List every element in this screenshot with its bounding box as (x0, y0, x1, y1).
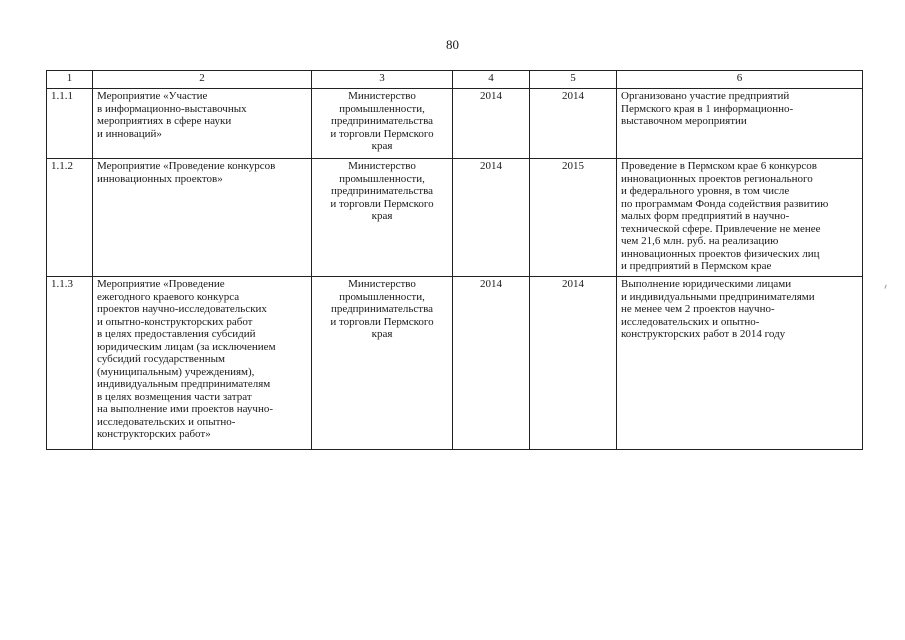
text-line: Министерство (348, 278, 416, 290)
header-row (47, 71, 863, 89)
column-header: 3 (312, 71, 453, 89)
text-line: Мероприятие «Участие (97, 90, 208, 102)
column-header: 1 (47, 71, 93, 89)
row-number: 1.1.3 (47, 277, 93, 450)
text-line: и инноваций» (97, 127, 162, 140)
column-header: 6 (617, 71, 863, 89)
text-line: и торговли Пермского (330, 127, 434, 140)
row-number: 1.1.1 (47, 89, 93, 159)
text-line: проектов научно-исследовательских (97, 303, 267, 315)
text-line: в целях предоставления субсидий (97, 328, 256, 340)
text-line: Мероприятие «Проведение (97, 278, 225, 290)
text-line: индивидуальным предпринимателям (97, 378, 271, 390)
text-line: выставочном мероприятии (621, 115, 747, 127)
column-header: 5 (530, 71, 617, 89)
text-line: инновационных проектов» (97, 172, 223, 185)
end-year-cell: 2014 (530, 89, 617, 159)
table-row (47, 277, 863, 450)
text-line: Пермского края в 1 информационно- (621, 102, 794, 115)
column-header: 2 (93, 71, 312, 89)
text-line: предпринимательства (330, 303, 434, 315)
table-row (47, 159, 863, 277)
text-line: субсидий государственным (97, 353, 225, 365)
text-line: на выполнение ими проектов научно- (97, 403, 273, 415)
text-line: по программам Фонда содействия развитию (621, 197, 829, 210)
text-line: предпринимательства (330, 115, 434, 127)
scan-artifact (884, 285, 888, 290)
text-line: края (371, 210, 393, 222)
text-line: не менее чем 2 проектов научно- (621, 303, 775, 315)
text-line: исследовательских и опытно- (621, 315, 760, 328)
result-cell (617, 159, 863, 277)
text-line: предпринимательства (330, 185, 434, 197)
row-number: 1.1.2 (47, 159, 93, 277)
text-line: края (371, 140, 393, 152)
text-line: мероприятиях в сфере науки (97, 115, 232, 127)
text-line: промышленности, (339, 290, 425, 303)
text-line: конструкторских работ в 2014 году (621, 328, 786, 340)
text-line: края (371, 328, 393, 340)
column-header: 4 (453, 71, 530, 89)
text-line: юридическим лицам (за исключением (97, 340, 276, 353)
text-line: и опытно-конструкторских работ (97, 315, 253, 328)
text-line: и торговли Пермского (330, 197, 434, 210)
result-cell (617, 89, 863, 159)
text-line: Мероприятие «Проведение конкурсов (97, 160, 276, 172)
text-line: промышленности, (339, 102, 425, 115)
text-line: и индивидуальными предпринимателями (621, 290, 815, 303)
page-number: 80 (446, 37, 459, 52)
text-line: Проведение в Пермском крае 6 конкурсов (621, 160, 817, 172)
event-name-cell (93, 159, 312, 277)
text-line: Министерство (348, 90, 416, 102)
text-line: инновационных проектов регионального (621, 172, 813, 185)
executor-cell (312, 159, 453, 277)
program-events-table (46, 70, 863, 450)
executor-cell (312, 89, 453, 159)
text-line: конструкторских работ» (97, 428, 211, 440)
executor-cell (312, 277, 453, 450)
text-line: исследовательских и опытно- (97, 415, 236, 428)
text-line: Выполнение юридическими лицами (621, 278, 792, 290)
text-line: и предприятий в Пермском крае (621, 260, 772, 272)
text-line: технической сфере. Привлечение не менее (621, 222, 821, 235)
event-name-cell (93, 89, 312, 159)
text-line: в целях возмещения части затрат (97, 390, 252, 403)
start-year-cell: 2014 (453, 89, 530, 159)
text-line: промышленности, (339, 172, 425, 185)
start-year-cell: 2014 (453, 277, 530, 450)
event-name-cell (93, 277, 312, 450)
text-line: (муниципальным) учреждениям), (97, 365, 255, 378)
end-year-cell: 2015 (530, 159, 617, 277)
text-line: и федерального уровня, в том числе (621, 185, 790, 197)
text-line: инновационных проектов физических лиц (621, 247, 820, 260)
text-line: ежегодного краевого конкурса (97, 290, 240, 303)
result-cell (617, 277, 863, 450)
text-line: чем 21,6 млн. руб. на реализацию (621, 235, 779, 247)
text-line: Министерство (348, 160, 416, 172)
start-year-cell: 2014 (453, 159, 530, 277)
text-line: малых форм предприятий в научно- (621, 210, 790, 222)
text-line: Организовано участие предприятий (621, 90, 790, 102)
table-row (47, 89, 863, 159)
text-line: в информационно-выставочных (97, 102, 247, 115)
text-line: и торговли Пермского (330, 315, 434, 328)
end-year-cell: 2014 (530, 277, 617, 450)
